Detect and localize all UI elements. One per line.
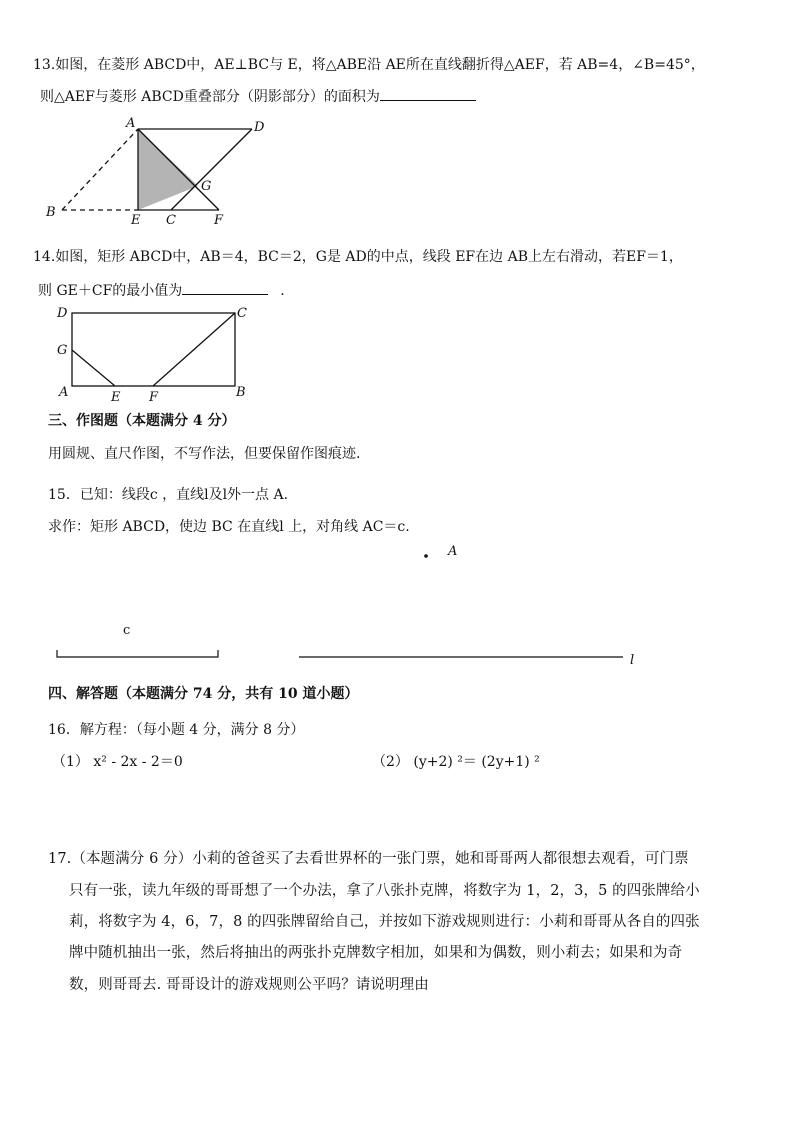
q13-label-E: E (131, 213, 141, 228)
q13-label-A: A (126, 116, 136, 131)
q13-label-C: C (166, 213, 176, 228)
q14-line1: 14.如图，矩形 ABCD中，AB＝4，BC＝2，G是 AD的中点，线段 EF在边 AB上左右滑动，若EF＝1， (33, 249, 683, 265)
q14-label-D: D (57, 306, 68, 321)
q17-line3: 莉，将数字为 4，6，7，8 的四张牌留给自己，并按如下游戏规则进行：小莉和哥哥从各自的四张 (69, 914, 700, 930)
q13-line1: 13.如图，在菱形 ABCD中，AE⊥BC与 E，将△ABE沿 AE所在直线翻折得△AEF，若 AB=4，∠B=45°， (33, 57, 705, 73)
q14-label-B: B (236, 385, 246, 400)
q13-label-F: F (214, 213, 224, 228)
q15-point-A-label: A (448, 544, 458, 559)
q15-given: 15．已知：线段c ，直线l及l外一点 A. (48, 487, 289, 503)
q17-line4: 牌中随机抽出一张，然后将抽出的两张扑克牌数字相加，如果和为偶数，则小莉去；如果和为奇 (69, 945, 683, 961)
q15-segment-c (57, 650, 218, 657)
q14-label-F: F (149, 390, 159, 405)
q15-segment-c-label: c (123, 623, 131, 638)
q13-label-B: B (46, 205, 56, 220)
q14-label-A: A (59, 385, 69, 400)
q14-label-C: C (237, 306, 247, 321)
q15-line-l-label: l (630, 653, 635, 668)
q17-line1: 17.（本题满分 6 分）小莉的爸爸买了去看世界杯的一张门票，她和哥哥两人都很想去观看，可门票 (48, 851, 689, 867)
q13-label-D: D (254, 120, 265, 135)
section3-instruction: 用圆规、直尺作图，不写作法，但要保留作图痕迹. (48, 446, 361, 462)
section4-heading: 四、解答题（本题满分 74 分，共有 10 道小题） (48, 686, 359, 702)
q15-task: 求作：矩形 ABCD，使边 BC 在直线l 上，对角线 AC＝c. (48, 519, 410, 535)
q14-line2-period: . (280, 283, 285, 299)
q14-label-E: E (111, 390, 121, 405)
q13-label-G: G (201, 179, 212, 194)
q16-part2: （2） (y+2) ²＝ (2y+1) ² (372, 754, 540, 770)
q14-line2-text: 则 GE＋CF的最小值为 (38, 283, 183, 299)
q16-part1: （1） x² - 2x - 2＝0 (52, 754, 183, 770)
q15-point-A (424, 554, 428, 558)
q13-line2-text: 则△AEF与菱形 ABCD重叠部分（阴影部分）的面积为 (40, 89, 380, 105)
section3-heading: 三、作图题（本题满分 4 分） (48, 413, 236, 429)
q17-line5: 数，则哥哥去. 哥哥设计的游戏规则公平吗？请说明理由 (69, 977, 429, 993)
q14-label-G: G (57, 343, 68, 358)
q17-line2: 只有一张，读九年级的哥哥想了一个办法，拿了八张扑克牌，将数字为 1，2，3，5 的四张牌给小 (69, 883, 700, 899)
q16-title: 16．解方程：（每小题 4 分，满分 8 分） (48, 722, 305, 738)
